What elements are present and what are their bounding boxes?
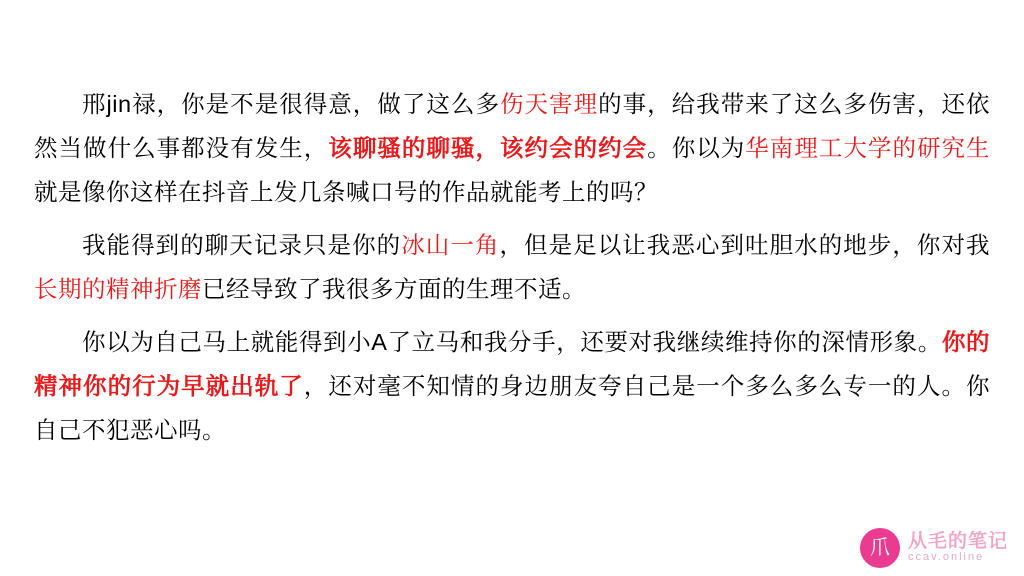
text-run: 。你以为 [647, 135, 746, 161]
text-run: 我能得到的聊天记录只是你的 [82, 232, 402, 258]
paragraph-3 [34, 320, 990, 452]
stamp-icon [860, 528, 900, 568]
text-run: 已经导致了我很多方面的生理不适。 [202, 276, 586, 302]
watermark-title: 从毛的笔记 [907, 531, 1008, 553]
stamp-icon-glyph: 爪 [869, 537, 890, 559]
text-run: 邢jin禄，你是不是很得意，做了这么多 [82, 91, 500, 117]
text-run-highlight: 华南理工大学的研究生 [745, 135, 991, 161]
text-run: 的事，给我带来了这么多伤害，还依然当做什么事都没有发生， [34, 91, 991, 161]
text-run-highlight: 长期的精神折磨 [34, 276, 202, 302]
paragraph-1 [34, 82, 990, 214]
document-body [34, 82, 990, 461]
text-run-highlight: 你的精神你的行为早就出轨了 [34, 329, 990, 399]
watermark [860, 528, 1008, 568]
text-run-highlight: 该聊骚的聊骚，该约会的约会 [328, 135, 648, 161]
watermark-subtitle: ccav.online [907, 551, 985, 564]
watermark-text [908, 532, 1008, 563]
text-run: 你以为自己马上就能得到小A了立马和我分手，还要对我继续维持你的深情形象。 [82, 329, 942, 355]
text-run: ，还对毫不知情的身边朋友夸自己是一个多么多么专一的人。你自己不犯恶心吗。 [34, 373, 991, 443]
text-run-highlight: 冰山一角 [401, 232, 500, 258]
text-run-highlight: 伤天害理 [499, 91, 599, 117]
text-run: ，但是足以让我恶心到吐胆水的地步，你对我 [499, 232, 991, 258]
text-run: 就是像你这样在抖音上发几条喊口号的作品就能考上的吗？ [34, 179, 658, 205]
paragraph-2 [34, 223, 990, 311]
